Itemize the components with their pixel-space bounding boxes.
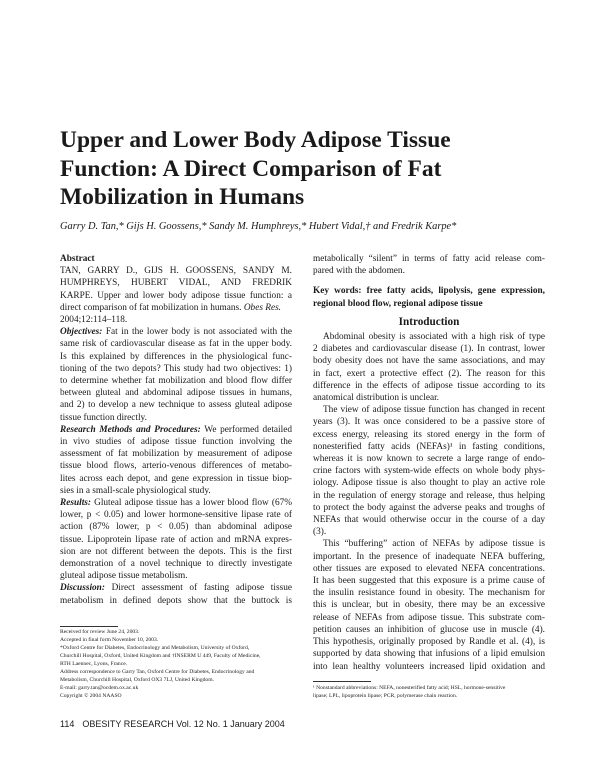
keywords-text: free fatty acids, lipolysis, gene expression, <box>361 286 545 297</box>
journal-abbrev: Obes Res. <box>243 302 282 313</box>
intro-line: Abdominal obesity is associated with a high risk of type <box>323 332 545 343</box>
footnote-line: Accepted in final form November 10, 2003. <box>60 637 159 643</box>
intro-line: This “buffering” action of NEFAs by adipose tissue is <box>323 539 545 550</box>
footnote-line: RTH Laennec, Lyons, France. <box>60 661 128 667</box>
methods-text: We performed detailed <box>200 424 292 435</box>
footnote-line: Churchill Hospital, Oxford, United Kingdom and †INSERM U 449, Faculty of Medicine, <box>60 653 261 659</box>
keywords-line: regional blood flow, regional adipose tissue <box>313 298 483 309</box>
right-column <box>313 253 545 673</box>
intro-line: NEFAs that would otherwise occur in the course of a day <box>313 515 545 526</box>
footnote-line: lipase; LPL, lipoprotein lipase; PCR, polymerase chain reaction. <box>313 693 458 699</box>
results-line: demonstration of a novel technique to directly investigate <box>60 559 292 570</box>
keywords-label: Key words: <box>313 286 362 297</box>
intro-line: release of NEFAs from adipose tissue. This substrate com- <box>313 612 545 623</box>
right-footnote-rule <box>313 681 371 682</box>
objectives-line: Is this explained by differences in the physiological func- <box>60 351 292 362</box>
methods-line: in vivo studies of adipose tissue function involving the <box>60 437 292 448</box>
intro-line: supported by data showing that infusions of a lipid emulsion <box>313 649 545 660</box>
intro-line: excess energy, releasing its stored energy in the form of <box>313 429 545 440</box>
intro-line: It has been suggested that this exposure is a prime cause of <box>313 576 545 587</box>
footnote-line: Copyright © 2004 NAASO <box>60 693 122 699</box>
intro-line: body obesity does not have the same associations, and may <box>313 356 545 367</box>
intro-line: into lean healthy volunteers increased lipid oxidation and <box>313 661 545 672</box>
intro-line: The view of adipose tissue function has changed in recent <box>323 405 545 416</box>
objectives-line <box>60 326 292 338</box>
intro-line: important. In the presence of inadequate NEFA buffering, <box>313 551 545 562</box>
discussion-line <box>60 582 292 594</box>
results-line: lower, p < 0.05) and lower hormone-sensitive lipase rate of <box>60 510 292 521</box>
methods-line <box>60 424 292 436</box>
objectives-line: to determine whether fat mobilization and blood flow differ <box>60 376 292 387</box>
intro-line: (3). <box>313 527 327 538</box>
results-line: action (87% lower, p < 0.05) than abdominal adipose <box>60 522 292 533</box>
methods-line: sies in a small-scale physiological study. <box>60 485 211 496</box>
intro-line: whereas it is now known to secrete a large range of endo- <box>313 454 545 465</box>
intro-line: other tissues are exposed to elevated NEFA concentrations. <box>313 563 545 574</box>
intro-line: to protect the body against the adverse peaks and troughs of <box>313 502 545 513</box>
methods-line: lites across each depot, and gene expression in tissue biop- <box>60 473 292 484</box>
intro-line: nonesterified fatty acids (NEFAs)¹ in fasting conditions, <box>313 441 545 452</box>
citation-line: TAN, GARRY D., GIJS H. GOOSSENS, SANDY M. <box>60 266 292 277</box>
footnote-line: *Oxford Centre for Diabetes, Endocrinology and Metabolism, University of Oxford, <box>60 645 250 651</box>
abstract-heading: Abstract <box>60 254 95 264</box>
citation-line: HUMPHREYS, HUBERT VIDAL, AND FREDRIK <box>60 278 292 289</box>
discussion-line: metabolism in defined depots show that the buttock is <box>60 595 292 606</box>
right-footnotes <box>313 684 545 700</box>
methods-label: Research Methods and Procedures: <box>60 424 201 435</box>
footnote-line: ¹ Nonstandard abbreviations: NEFA, nonesterified fatty acid; HSL, hormone-sensitive <box>313 685 506 691</box>
abstract-continued-line: pared with the abdomen. <box>313 266 405 277</box>
intro-line: 2 diabetes and cardiovascular disease (1). In contrast, lower <box>313 344 545 355</box>
title-line: Function: A Direct Comparison of Fat <box>60 155 442 182</box>
intro-line: the insulin resistance found in obesity. The mechanism for <box>313 588 545 599</box>
results-line: gluteal adipose tissue metabolism. <box>60 571 188 582</box>
intro-line: petition causes an inhibition of glucose use in muscle (4). <box>313 624 545 635</box>
results-label: Results: <box>60 498 91 509</box>
footnote-line: Received for review June 24, 2003. <box>60 629 140 635</box>
title-line: Upper and Lower Body Adipose Tissue <box>60 127 451 153</box>
footnote-line: E-mail: garry.tan@ocdem.ox.ac.uk <box>60 685 139 691</box>
citation-line: 2004;12:114–118. <box>60 315 128 326</box>
intro-line: anatomical distribution is unclear. <box>313 393 439 404</box>
left-column <box>60 253 292 607</box>
objectives-line: same risk of cardiovascular disease as fat in the upper body. <box>60 339 292 350</box>
intro-line: years (3). It was once considered to be a passive store of <box>313 417 545 428</box>
title-line: Mobilization in Humans <box>60 184 305 210</box>
citation-text: direct comparison of fat mobilization in humans. <box>60 302 244 313</box>
citation-line <box>60 302 292 314</box>
objectives-text: Fat in the lower body is not associated with the <box>102 327 292 338</box>
intro-line: This hypothesis, originally proposed by Randle et al. (4), is <box>313 637 545 648</box>
journal-running-footer: OBESITY RESEARCH Vol. 12 No. 1 January 2004 <box>82 719 285 729</box>
page-number: 114 <box>60 719 75 729</box>
discussion-text: Direct assessment of fasting adipose tissue <box>104 583 292 594</box>
results-line: sion are not different between the depots. This is the first <box>60 546 292 557</box>
keywords-line <box>313 285 545 297</box>
author-list: Garry D. Tan,* Gijs H. Goossens,* Sandy M. Humphreys,* Hubert Vidal,† and Fredrik Karpe* <box>60 221 457 232</box>
intro-line: in the regulation of energy storage and release, thus helping <box>313 490 545 501</box>
article-title <box>60 126 540 212</box>
left-footnotes <box>60 628 292 700</box>
discussion-label: Discussion: <box>60 583 105 594</box>
footnote-line: Address correspondence to Garry Tan, Oxford Centre for Diabetes, Endocrinology and <box>60 669 255 675</box>
results-line <box>60 497 292 509</box>
objectives-line: tissue function directly. <box>60 412 147 423</box>
methods-line: tissue blood flows, arterio-venous differences of metabo- <box>60 461 292 472</box>
introduction-heading: Introduction <box>398 315 460 328</box>
intro-line: iology. Adipose tissue is also thought to play an active role <box>313 478 545 489</box>
intro-line: difference in the effects of adipose tissue according to its <box>313 380 545 391</box>
objectives-label: Objectives: <box>60 327 103 338</box>
abstract-continued-line: metabolically “silent” in terms of fatty acid release com- <box>313 254 545 264</box>
intro-line: this is unclear, but in obesity, there may be an excessive <box>313 600 545 611</box>
intro-line: in fact, exert a protective effect (2). The reason for this <box>313 368 545 379</box>
footnote-line: Metabolism, Churchill Hospital, Oxford OX3 7LJ, United Kingdom. <box>60 677 214 683</box>
objectives-line: between gluteal and abdominal adipose tissues in humans, <box>60 388 292 399</box>
results-text: Gluteal adipose tissue has a lower blood flow (67% <box>91 498 292 509</box>
page-footer <box>60 719 285 729</box>
objectives-line: tioning of the two depots? This study had two objectives: 1) <box>60 363 292 374</box>
results-line: tissue. Lipoprotein lipase rate of action and mRNA expres- <box>60 534 292 545</box>
intro-line: crine factors with system-wide effects on whole body phys- <box>313 466 545 477</box>
left-footnote-rule <box>60 626 118 627</box>
objectives-line: and 2) to develop a new technique to assess gluteal adipose <box>60 400 292 411</box>
methods-line: assessment of fat mobilization by measurement of adipose <box>60 449 292 460</box>
citation-line: KARPE. Upper and lower body adipose tissue function: a <box>60 290 292 301</box>
